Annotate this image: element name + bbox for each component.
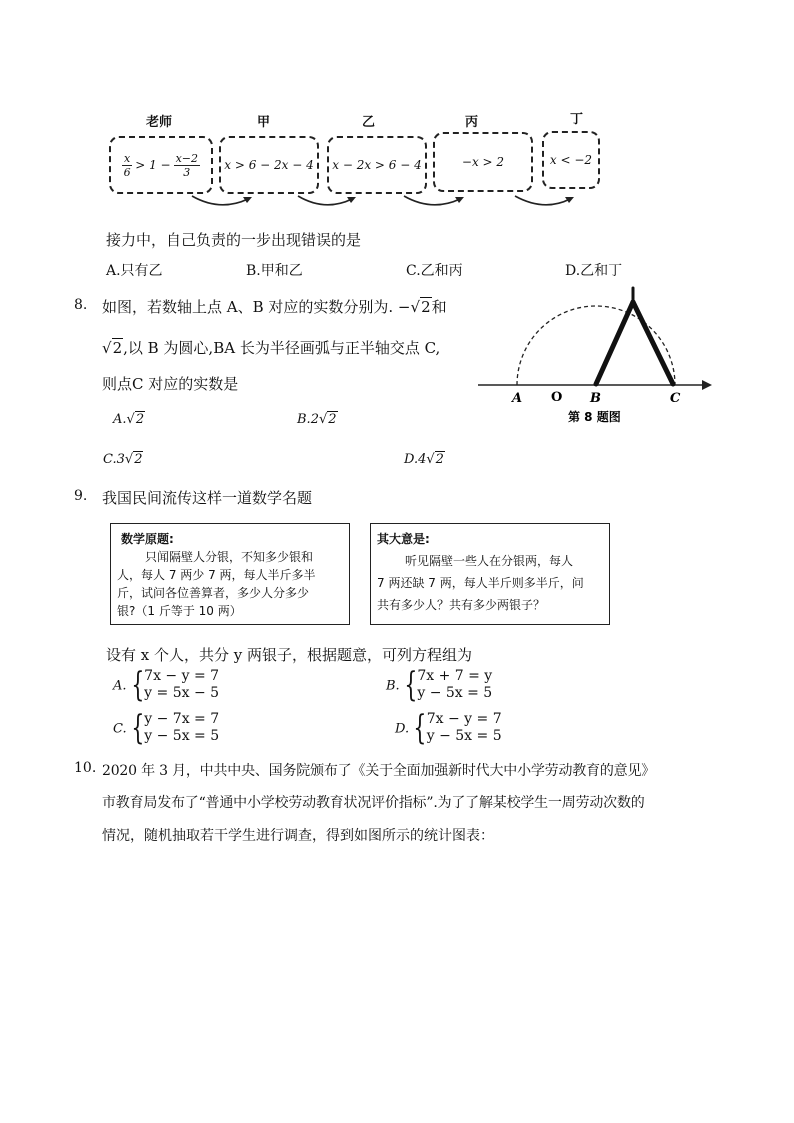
q8-option-a[interactable]: A.√2 bbox=[113, 412, 145, 427]
q8-option-b[interactable]: B.2√2 bbox=[297, 412, 337, 427]
story-line: 7 两还缺 7 两，每人半斤则多半斤，问 bbox=[377, 576, 584, 590]
teacher-fraction-2: $\frac{x-2}{3}$ bbox=[175, 151, 198, 179]
point-label-o: O bbox=[551, 390, 563, 405]
arrow-2 bbox=[298, 196, 352, 205]
q10-line2: 市教育局发布了“普通中小学校劳动教育状况评价指标”.为了了解某校学生一周劳动次数的 bbox=[102, 795, 645, 811]
q7-option-d[interactable]: D.乙和丁 bbox=[565, 263, 623, 279]
figure-caption: 第 8 题图 bbox=[568, 410, 621, 424]
q9-option-b[interactable]: B. { 7x + 7 = y y − 5x = 5 bbox=[386, 665, 493, 705]
relay-arrows bbox=[0, 0, 794, 260]
arrow-3 bbox=[404, 196, 460, 205]
q9-stem: 我国民间流传这样一道数学名题 bbox=[102, 489, 313, 507]
relay-label-yi: 乙 bbox=[362, 115, 376, 130]
q8-line1: 如图，若数轴上点 A、B 对应的实数分别为. −√2和 bbox=[102, 298, 447, 316]
point-label-a: A bbox=[512, 391, 523, 406]
arrow-4 bbox=[515, 196, 570, 205]
relay-box-jia: x > 6 − 2x − 4 bbox=[219, 136, 319, 194]
axis-arrow bbox=[702, 380, 712, 390]
story-box-meaning-title: 其大意是: bbox=[377, 532, 430, 546]
point-label-b: B bbox=[590, 391, 601, 406]
q7-option-b[interactable]: B.甲和乙 bbox=[246, 263, 303, 279]
q9-setup: 设有 x 个人，共分 y 两银子，根据题意，可列方程组为 bbox=[106, 646, 473, 664]
arrow-1 bbox=[192, 196, 248, 205]
dashed-arc bbox=[517, 306, 675, 385]
relay-label-bing: 丙 bbox=[465, 115, 479, 130]
story-line: 听见隔壁一些人在分银两，每人 bbox=[405, 554, 574, 568]
q7-question: 接力中，自己负责的一步出现错误的是 bbox=[106, 231, 362, 249]
relay-box-ding: x < −2 bbox=[542, 131, 600, 189]
q7-option-c[interactable]: C.乙和丙 bbox=[406, 263, 463, 279]
q10-line1: 2020 年 3 月，中共中央、国务院颁布了《关于全面加强新时代大中小学劳动教育的意见》 bbox=[102, 763, 656, 779]
story-box-original bbox=[110, 523, 350, 625]
q8-option-d[interactable]: D.4√2 bbox=[404, 452, 444, 467]
story-line: 人，每人 7 两少 7 两，每人半斤多半 bbox=[117, 568, 316, 582]
point-label-c: C bbox=[670, 391, 681, 406]
relay-label-teacher: 老师 bbox=[146, 115, 173, 130]
relay-box-yi: x − 2x > 6 − 4 bbox=[327, 136, 427, 194]
relay-label-jia: 甲 bbox=[257, 115, 271, 130]
story-box-meaning bbox=[370, 523, 610, 625]
q8-figure bbox=[470, 280, 720, 430]
story-line: 共有多少人？共有多少两银子？ bbox=[377, 598, 546, 612]
q9-option-a[interactable]: A. { 7x − y = 7 y = 5x − 5 bbox=[113, 665, 220, 705]
q8-line3: 则点C 对应的实数是 bbox=[102, 375, 239, 393]
q9-option-c[interactable]: C. { y − 7x = 7 y − 5x = 5 bbox=[113, 708, 220, 748]
compass-leg-left bbox=[596, 302, 633, 384]
q8-number: 8. bbox=[74, 297, 88, 313]
q10-number: 10. bbox=[74, 760, 97, 776]
q10-line3: 情况，随机抽取若干学生进行调查，得到如图所示的统计图表： bbox=[102, 828, 494, 844]
story-line: 只闻隔壁人分银，不知多少银和 bbox=[145, 550, 314, 564]
story-box-original-title: 数学原题: bbox=[121, 532, 174, 546]
relay-label-ding: 丁 bbox=[570, 112, 584, 127]
q7-option-a[interactable]: A.只有乙 bbox=[106, 263, 163, 279]
q8-option-c[interactable]: C.3√2 bbox=[103, 452, 143, 467]
q8-line2: √2,以 B 为圆心,BA 长为半径画弧与正半轴交点 C, bbox=[102, 339, 441, 357]
relay-box-bing: −x > 2 bbox=[433, 132, 533, 192]
q9-option-d[interactable]: D. { 7x − y = 7 y − 5x = 5 bbox=[395, 708, 502, 748]
compass bbox=[596, 288, 673, 384]
story-line: 银?（1 斤等于 10 两） bbox=[117, 604, 242, 618]
story-line: 斤，试问各位善算者，多少人分多少 bbox=[117, 586, 310, 600]
compass-leg-right bbox=[633, 302, 673, 384]
teacher-fraction-1: $\frac{x}{6}$ bbox=[123, 151, 131, 179]
q9-number: 9. bbox=[74, 488, 88, 504]
teacher-mid: > 1 − bbox=[135, 158, 171, 172]
